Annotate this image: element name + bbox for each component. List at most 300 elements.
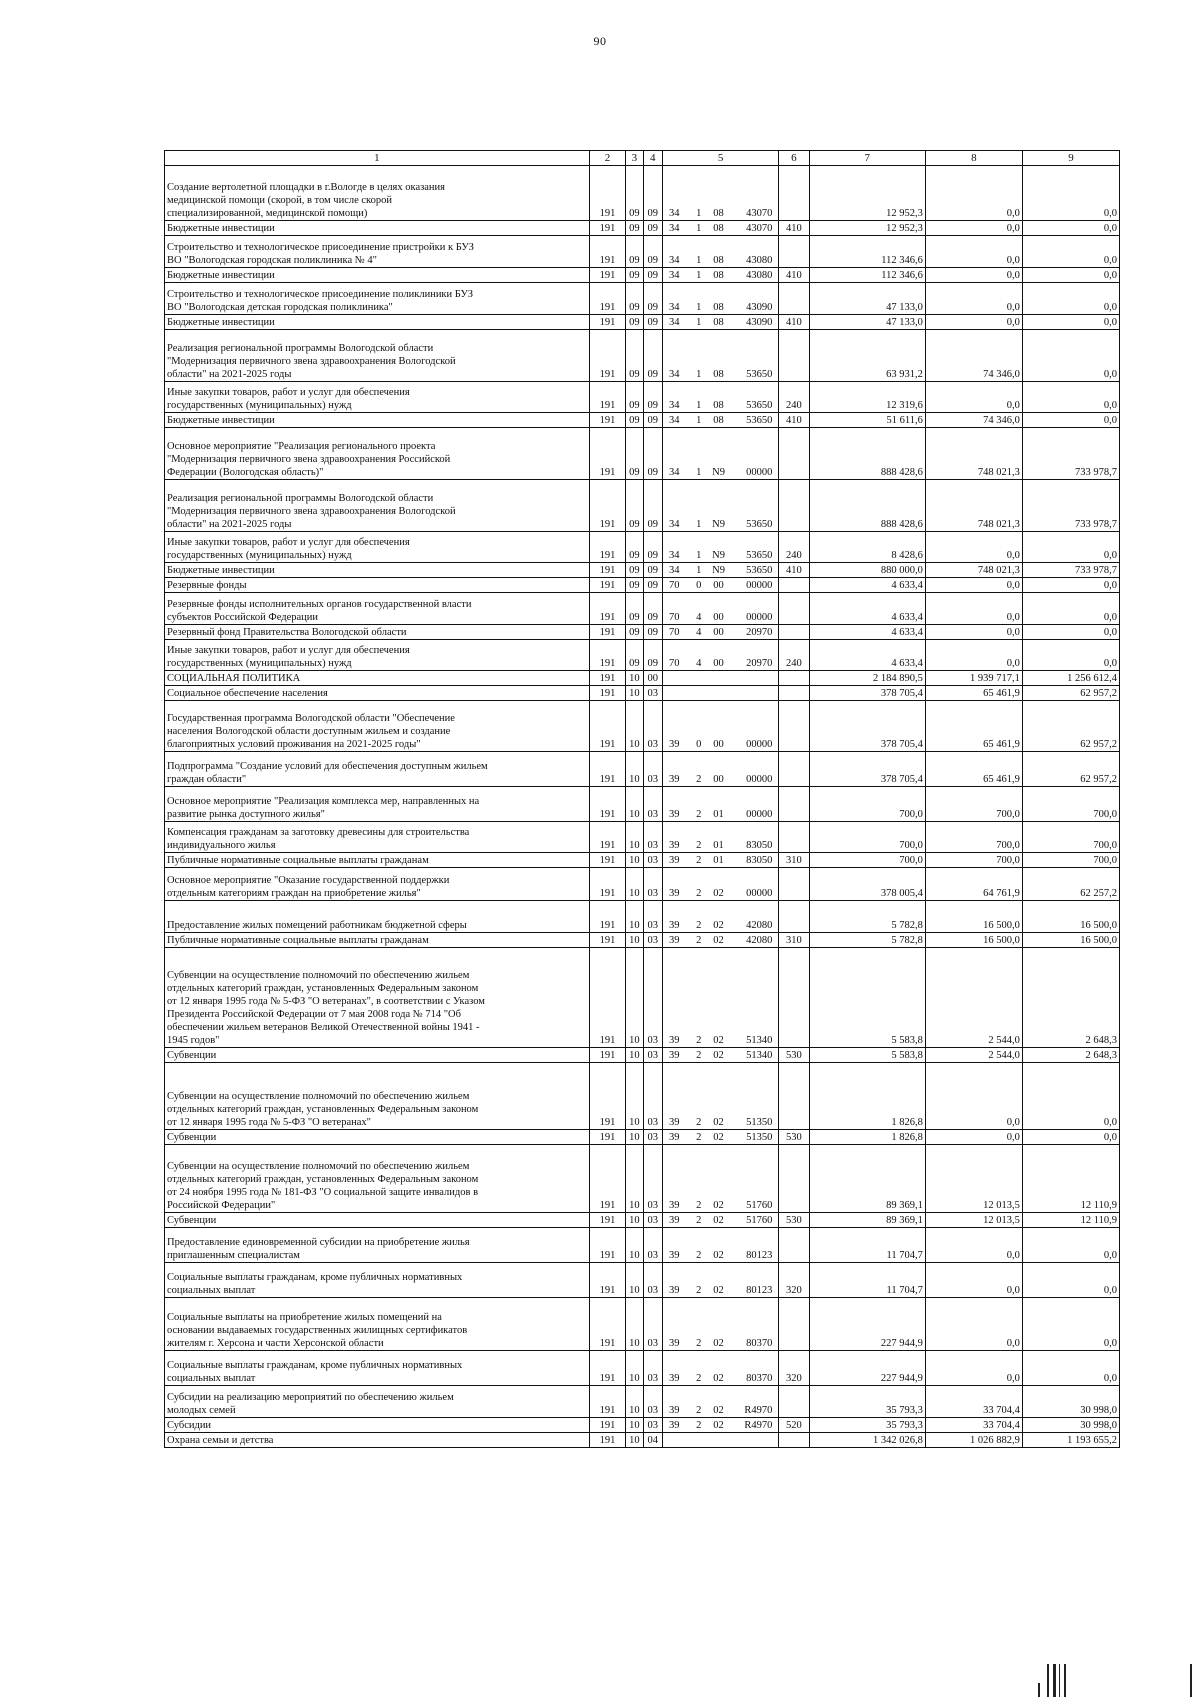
- section-code-cell: 09: [626, 221, 643, 236]
- subsection-code-cell: 03: [643, 787, 662, 822]
- target-article-part: 51350: [746, 1117, 773, 1128]
- amount-col8-cell: 12 013,5: [925, 1145, 1022, 1213]
- subsection-code-cell: 03: [643, 868, 662, 901]
- amount-col7-cell: 112 346,6: [809, 268, 925, 283]
- table-row: [165, 901, 1120, 933]
- target-article-part: 2: [696, 1132, 702, 1143]
- target-article-part: 02: [713, 1285, 724, 1296]
- subsection-code-cell: 09: [643, 166, 662, 221]
- row-name-cell: Субвенции: [165, 1213, 590, 1228]
- subsection-code-cell: 09: [643, 315, 662, 330]
- amount-col9-cell: 0,0: [1022, 166, 1119, 221]
- target-article-part: 39: [668, 1132, 680, 1143]
- expense-type-cell: 310: [779, 853, 809, 868]
- subsection-code-cell: 03: [643, 1228, 662, 1263]
- section-code-cell: 10: [626, 1130, 643, 1145]
- subsection-code-cell: 03: [643, 1130, 662, 1145]
- target-article-part: 1: [696, 270, 702, 281]
- target-article-part: 43080: [746, 255, 773, 266]
- target-article-part: 1: [696, 415, 702, 426]
- row-name-cell: Социальные выплаты на приобретение жилых помещений на основании выдаваемых государственных жилищных сертификатов жителям г. Херсона и части Херсонской области: [165, 1298, 590, 1351]
- column-header: 3: [626, 151, 643, 166]
- target-article-part: 2: [696, 1420, 702, 1431]
- row-name-cell: Реализация региональной программы Вологодской области "Модернизация первичного звена здравоохранения Вологодской области" на 2021-2025 годы: [165, 330, 590, 382]
- target-article-cell: [662, 1351, 778, 1386]
- table-row: [165, 166, 1120, 221]
- amount-col7-cell: 378 705,4: [809, 686, 925, 701]
- amount-col8-cell: 0,0: [925, 1228, 1022, 1263]
- target-article-code: [665, 564, 776, 577]
- section-code-cell: 09: [626, 480, 643, 532]
- amount-col7-cell: 4 633,4: [809, 625, 925, 640]
- target-article-part: 2: [696, 935, 702, 946]
- target-article-part: 34: [668, 519, 680, 530]
- glava-code-cell: 191: [589, 1228, 626, 1263]
- subsection-code-cell: 09: [643, 268, 662, 283]
- amount-col8-cell: 0,0: [925, 315, 1022, 330]
- expense-type-cell: [779, 901, 809, 933]
- amount-col8-cell: 0,0: [925, 1130, 1022, 1145]
- target-article-code: [665, 934, 776, 947]
- table-row: [165, 853, 1120, 868]
- expense-type-cell: [779, 822, 809, 853]
- row-name-cell: Бюджетные инвестиции: [165, 268, 590, 283]
- target-article-part: 00000: [746, 809, 773, 820]
- amount-col7-cell: 5 583,8: [809, 948, 925, 1048]
- section-code-cell: 10: [626, 933, 643, 948]
- target-article-code: [665, 1337, 776, 1350]
- target-article-part: 80370: [746, 1373, 773, 1384]
- row-name-cell: Иные закупки товаров, работ и услуг для обеспечения государственных (муниципальных) нужд: [165, 382, 590, 413]
- target-article-part: 08: [713, 270, 724, 281]
- target-article-part: 34: [668, 270, 680, 281]
- column-header: 5: [662, 151, 778, 166]
- column-header: 8: [925, 151, 1022, 166]
- section-code-cell: 10: [626, 1213, 643, 1228]
- subsection-code-cell: 09: [643, 532, 662, 563]
- target-article-code: [665, 657, 776, 670]
- target-article-code: [665, 887, 776, 900]
- table-row: [165, 1048, 1120, 1063]
- section-code-cell: 10: [626, 948, 643, 1048]
- target-article-part: 1: [696, 208, 702, 219]
- target-article-cell: [662, 480, 778, 532]
- amount-col8-cell: 0,0: [925, 236, 1022, 268]
- expense-type-cell: [779, 236, 809, 268]
- row-name-cell: Резервные фонды: [165, 578, 590, 593]
- glava-code-cell: 191: [589, 853, 626, 868]
- table-row: [165, 1213, 1120, 1228]
- row-name-cell: Реализация региональной программы Вологодской области "Модернизация первичного звена здравоохранения Вологодской области" на 2021-2025 годы: [165, 480, 590, 532]
- target-article-cell: [662, 283, 778, 315]
- amount-col7-cell: 700,0: [809, 853, 925, 868]
- target-article-part: 34: [668, 400, 680, 411]
- amount-col9-cell: 0,0: [1022, 1263, 1119, 1298]
- table-row: [165, 268, 1120, 283]
- glava-code-cell: 191: [589, 1433, 626, 1448]
- target-article-code: [665, 222, 776, 235]
- amount-col7-cell: 89 369,1: [809, 1213, 925, 1228]
- target-article-part: 2: [696, 809, 702, 820]
- target-article-code: [665, 399, 776, 412]
- target-article-cell: [662, 822, 778, 853]
- table-row: [165, 221, 1120, 236]
- section-code-cell: 09: [626, 578, 643, 593]
- target-article-part: 2: [696, 1250, 702, 1261]
- target-article-part: 02: [713, 1035, 724, 1046]
- target-article-part: 00000: [746, 774, 773, 785]
- amount-col9-cell: 0,0: [1022, 382, 1119, 413]
- target-article-part: 70: [668, 627, 680, 638]
- target-article-part: 0: [696, 580, 702, 591]
- section-code-cell: 09: [626, 413, 643, 428]
- column-header: 7: [809, 151, 925, 166]
- target-article-part: 70: [668, 612, 680, 623]
- section-code-cell: 09: [626, 428, 643, 480]
- expense-type-cell: [779, 330, 809, 382]
- amount-col9-cell: 0,0: [1022, 315, 1119, 330]
- target-article-cell: [662, 1418, 778, 1433]
- target-article-part: 4: [696, 658, 702, 669]
- glava-code-cell: 191: [589, 221, 626, 236]
- expense-type-cell: [779, 166, 809, 221]
- expense-type-cell: [779, 578, 809, 593]
- amount-col7-cell: 888 428,6: [809, 480, 925, 532]
- target-article-part: 34: [668, 467, 680, 478]
- target-article-part: 43070: [746, 208, 773, 219]
- target-article-part: 34: [668, 223, 680, 234]
- target-article-code: [665, 518, 776, 531]
- subsection-code-cell: 03: [643, 686, 662, 701]
- amount-col9-cell: 62 957,2: [1022, 701, 1119, 752]
- target-article-part: 01: [713, 840, 724, 851]
- glava-code-cell: 191: [589, 1213, 626, 1228]
- target-article-part: 0: [696, 739, 702, 750]
- column-header-row: [165, 151, 1120, 166]
- glava-code-cell: 191: [589, 701, 626, 752]
- amount-col8-cell: 0,0: [925, 1298, 1022, 1351]
- amount-col8-cell: 0,0: [925, 578, 1022, 593]
- table-row: [165, 593, 1120, 625]
- row-name-cell: Публичные нормативные социальные выплаты гражданам: [165, 933, 590, 948]
- glava-code-cell: 191: [589, 563, 626, 578]
- target-article-code: [665, 611, 776, 624]
- target-article-part: 00: [713, 627, 724, 638]
- target-article-cell: [662, 933, 778, 948]
- table-row: [165, 686, 1120, 701]
- target-article-part: 53650: [746, 550, 773, 561]
- section-code-cell: 09: [626, 166, 643, 221]
- target-article-code: [665, 839, 776, 852]
- amount-col9-cell: 733 978,7: [1022, 480, 1119, 532]
- subsection-code-cell: 03: [643, 1351, 662, 1386]
- expense-type-cell: 240: [779, 382, 809, 413]
- table-row: [165, 933, 1120, 948]
- target-article-cell: [662, 1298, 778, 1351]
- amount-col9-cell: 30 998,0: [1022, 1386, 1119, 1418]
- target-article-part: 02: [713, 1117, 724, 1128]
- amount-col8-cell: 65 461,9: [925, 752, 1022, 787]
- target-article-cell: [662, 901, 778, 933]
- target-article-cell: [662, 701, 778, 752]
- row-name-cell: Социальные выплаты гражданам, кроме публичных нормативных социальных выплат: [165, 1351, 590, 1386]
- amount-col8-cell: 2 544,0: [925, 948, 1022, 1048]
- amount-col8-cell: 0,0: [925, 1351, 1022, 1386]
- table-row: [165, 532, 1120, 563]
- target-article-code: [665, 301, 776, 314]
- target-article-cell: [662, 563, 778, 578]
- row-name-cell: Иные закупки товаров, работ и услуг для обеспечения государственных (муниципальных) нужд: [165, 532, 590, 563]
- amount-col9-cell: 2 648,3: [1022, 1048, 1119, 1063]
- target-article-code: [665, 773, 776, 786]
- target-article-part: 08: [713, 415, 724, 426]
- target-article-part: 1: [696, 255, 702, 266]
- table-row: [165, 1228, 1120, 1263]
- section-code-cell: 10: [626, 1386, 643, 1418]
- table-row: [165, 1063, 1120, 1130]
- target-article-part: N9: [712, 467, 725, 478]
- amount-col8-cell: 0,0: [925, 1063, 1022, 1130]
- amount-col8-cell: 65 461,9: [925, 701, 1022, 752]
- section-code-cell: 10: [626, 1433, 643, 1448]
- target-article-part: 00000: [746, 467, 773, 478]
- table-row: [165, 640, 1120, 671]
- row-name-cell: Субвенции на осуществление полномочий по обеспечению жильем отдельных категорий граждан, установленных Федеральным законом от 12 января 1995 года № 5-ФЗ "О ветеранах", в соответствии с Указом Президента Российской Федерации от 7 мая 2008 года № 714 "Об обеспечении жильем ветеранов Великой Отечественной войны 1941 - 1945 годов": [165, 948, 590, 1048]
- glava-code-cell: 191: [589, 413, 626, 428]
- target-article-part: 1: [696, 223, 702, 234]
- amount-col8-cell: 16 500,0: [925, 901, 1022, 933]
- expense-type-cell: 410: [779, 315, 809, 330]
- glava-code-cell: 191: [589, 752, 626, 787]
- amount-col8-cell: 748 021,3: [925, 563, 1022, 578]
- target-article-part: 34: [668, 550, 680, 561]
- target-article-part: 02: [713, 1338, 724, 1349]
- section-code-cell: 10: [626, 1418, 643, 1433]
- amount-col9-cell: 0,0: [1022, 593, 1119, 625]
- section-code-cell: 09: [626, 532, 643, 563]
- target-article-part: 08: [713, 317, 724, 328]
- amount-col7-cell: 89 369,1: [809, 1145, 925, 1213]
- target-article-part: 2: [696, 1285, 702, 1296]
- section-code-cell: 09: [626, 236, 643, 268]
- target-article-part: 53650: [746, 565, 773, 576]
- amount-col9-cell: 0,0: [1022, 1298, 1119, 1351]
- amount-col7-cell: 1 342 026,8: [809, 1433, 925, 1448]
- expense-type-cell: [779, 787, 809, 822]
- section-code-cell: 10: [626, 1048, 643, 1063]
- glava-code-cell: 191: [589, 640, 626, 671]
- glava-code-cell: 191: [589, 593, 626, 625]
- target-article-part: 34: [668, 255, 680, 266]
- target-article-part: 39: [668, 1215, 680, 1226]
- target-article-part: 02: [713, 1132, 724, 1143]
- row-name-cell: СОЦИАЛЬНАЯ ПОЛИТИКА: [165, 671, 590, 686]
- expense-type-cell: 530: [779, 1213, 809, 1228]
- subsection-code-cell: 03: [643, 1213, 662, 1228]
- section-code-cell: 10: [626, 686, 643, 701]
- section-code-cell: 10: [626, 822, 643, 853]
- target-article-part: 4: [696, 627, 702, 638]
- target-article-part: 00: [713, 658, 724, 669]
- glava-code-cell: 191: [589, 236, 626, 268]
- target-article-part: 43090: [746, 302, 773, 313]
- target-article-part: 53650: [746, 400, 773, 411]
- amount-col8-cell: 700,0: [925, 787, 1022, 822]
- target-article-part: 34: [668, 208, 680, 219]
- amount-col7-cell: 12 952,3: [809, 221, 925, 236]
- target-article-part: 34: [668, 302, 680, 313]
- amount-col9-cell: 0,0: [1022, 268, 1119, 283]
- target-article-part: 51350: [746, 1132, 773, 1143]
- target-article-cell: [662, 686, 778, 701]
- target-article-cell: [662, 853, 778, 868]
- amount-col7-cell: 1 826,8: [809, 1063, 925, 1130]
- row-name-cell: Строительство и технологическое присоединение поликлиники БУЗ ВО "Вологодская детская городская поликлиника": [165, 283, 590, 315]
- target-article-part: 2: [696, 1200, 702, 1211]
- target-article-part: 39: [668, 935, 680, 946]
- target-article-part: 2: [696, 1338, 702, 1349]
- target-article-part: 00: [713, 774, 724, 785]
- target-article-part: 00000: [746, 888, 773, 899]
- target-article-code: [665, 854, 776, 867]
- target-article-part: 2: [696, 855, 702, 866]
- target-article-code: [665, 626, 776, 639]
- glava-code-cell: 191: [589, 948, 626, 1048]
- subsection-code-cell: 03: [643, 822, 662, 853]
- table-row: [165, 413, 1120, 428]
- section-code-cell: 10: [626, 1063, 643, 1130]
- glava-code-cell: 191: [589, 578, 626, 593]
- target-article-code: [665, 269, 776, 282]
- target-article-cell: [662, 1145, 778, 1213]
- row-name-cell: Социальное обеспечение населения: [165, 686, 590, 701]
- amount-col7-cell: 2 184 890,5: [809, 671, 925, 686]
- amount-col7-cell: 35 793,3: [809, 1418, 925, 1433]
- target-article-part: 2: [696, 840, 702, 851]
- target-article-part: 1: [696, 302, 702, 313]
- target-article-part: 39: [668, 809, 680, 820]
- amount-col7-cell: 8 428,6: [809, 532, 925, 563]
- amount-col9-cell: 0,0: [1022, 532, 1119, 563]
- glava-code-cell: 191: [589, 532, 626, 563]
- amount-col9-cell: 700,0: [1022, 822, 1119, 853]
- target-article-part: 70: [668, 580, 680, 591]
- row-name-cell: Субсидии на реализацию мероприятий по обеспечению жильем молодых семей: [165, 1386, 590, 1418]
- target-article-cell: [662, 268, 778, 283]
- expense-type-cell: [779, 480, 809, 532]
- table-row: [165, 948, 1120, 1048]
- scan-barcode-marks: [1038, 1664, 1198, 1697]
- table-row: [165, 283, 1120, 315]
- glava-code-cell: 191: [589, 901, 626, 933]
- expense-type-cell: 240: [779, 640, 809, 671]
- target-article-part: 39: [668, 1050, 680, 1061]
- amount-col8-cell: 1 026 882,9: [925, 1433, 1022, 1448]
- subsection-code-cell: 09: [643, 236, 662, 268]
- target-article-part: 83050: [746, 855, 773, 866]
- section-code-cell: 09: [626, 268, 643, 283]
- target-article-cell: [662, 1228, 778, 1263]
- target-article-cell: [662, 428, 778, 480]
- target-article-part: 39: [668, 1200, 680, 1211]
- glava-code-cell: 191: [589, 1386, 626, 1418]
- target-article-part: 53650: [746, 369, 773, 380]
- table-row: [165, 868, 1120, 901]
- amount-col9-cell: 0,0: [1022, 283, 1119, 315]
- target-article-part: 2: [696, 1405, 702, 1416]
- subsection-code-cell: 09: [643, 480, 662, 532]
- amount-col8-cell: 0,0: [925, 532, 1022, 563]
- section-code-cell: 10: [626, 1145, 643, 1213]
- expense-type-cell: 410: [779, 221, 809, 236]
- amount-col7-cell: 227 944,9: [809, 1298, 925, 1351]
- target-article-part: 02: [713, 1200, 724, 1211]
- target-article-part: 2: [696, 1050, 702, 1061]
- row-name-cell: Публичные нормативные социальные выплаты гражданам: [165, 853, 590, 868]
- amount-col7-cell: 5 583,8: [809, 1048, 925, 1063]
- target-article-part: 01: [713, 855, 724, 866]
- expense-type-cell: [779, 1063, 809, 1130]
- target-article-part: 1: [696, 400, 702, 411]
- target-article-part: 2: [696, 774, 702, 785]
- section-code-cell: 10: [626, 1351, 643, 1386]
- row-name-cell: Иные закупки товаров, работ и услуг для обеспечения государственных (муниципальных) нужд: [165, 640, 590, 671]
- target-article-part: 42080: [746, 920, 773, 931]
- glava-code-cell: 191: [589, 671, 626, 686]
- target-article-part: 39: [668, 1405, 680, 1416]
- target-article-code: [665, 1199, 776, 1212]
- expense-type-cell: [779, 948, 809, 1048]
- amount-col9-cell: 700,0: [1022, 787, 1119, 822]
- amount-col9-cell: 0,0: [1022, 578, 1119, 593]
- target-article-cell: [662, 1263, 778, 1298]
- target-article-cell: [662, 413, 778, 428]
- subsection-code-cell: 03: [643, 933, 662, 948]
- row-name-cell: Субвенции на осуществление полномочий по обеспечению жильем отдельных категорий граждан, установленных Федеральным законом от 24 ноября 1995 года № 181-ФЗ "О социальной защите инвалидов в Российской Федерации": [165, 1145, 590, 1213]
- glava-code-cell: 191: [589, 330, 626, 382]
- row-name-cell: Субвенции: [165, 1130, 590, 1145]
- subsection-code-cell: 03: [643, 948, 662, 1048]
- target-article-part: 00: [713, 612, 724, 623]
- amount-col9-cell: 0,0: [1022, 413, 1119, 428]
- expense-type-cell: 240: [779, 532, 809, 563]
- amount-col9-cell: 0,0: [1022, 1228, 1119, 1263]
- table-row: [165, 1433, 1120, 1448]
- target-article-part: 4: [696, 612, 702, 623]
- target-article-part: N9: [712, 519, 725, 530]
- target-article-part: N9: [712, 550, 725, 561]
- table-row: [165, 752, 1120, 787]
- expense-type-cell: 410: [779, 563, 809, 578]
- amount-col7-cell: 1 826,8: [809, 1130, 925, 1145]
- expense-type-cell: [779, 1298, 809, 1351]
- page-number: 90: [593, 34, 607, 48]
- amount-col9-cell: 733 978,7: [1022, 563, 1119, 578]
- expense-type-cell: [779, 1433, 809, 1448]
- amount-col7-cell: 4 633,4: [809, 578, 925, 593]
- target-article-part: 08: [713, 208, 724, 219]
- subsection-code-cell: 00: [643, 671, 662, 686]
- target-article-part: 39: [668, 1420, 680, 1431]
- expense-type-cell: 320: [779, 1351, 809, 1386]
- target-article-code: [665, 254, 776, 267]
- target-article-cell: [662, 221, 778, 236]
- table-row: [165, 330, 1120, 382]
- row-name-cell: Основное мероприятие "Реализация комплекса мер, направленных на развитие рынка доступного жилья": [165, 787, 590, 822]
- target-article-part: 39: [668, 920, 680, 931]
- amount-col9-cell: 12 110,9: [1022, 1213, 1119, 1228]
- target-article-part: 39: [668, 840, 680, 851]
